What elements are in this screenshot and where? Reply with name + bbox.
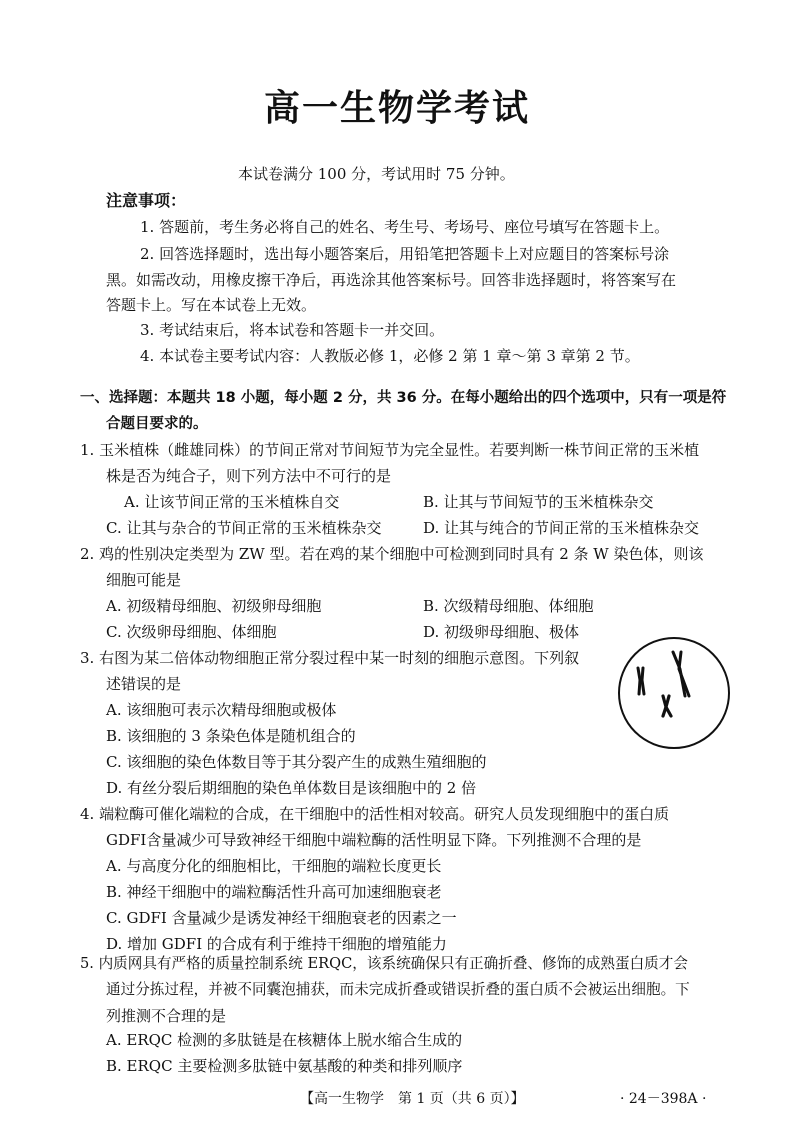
- option-d: D. 有丝分裂后期细胞的染色单体数目是该细胞中的 2 倍: [106, 779, 477, 797]
- option-b: B. ERQC 主要检测多肽链中氨基酸的种类和排列顺序: [106, 1057, 463, 1075]
- question-stem: 株是否为纯合子，则下列方法中不可行的是: [106, 467, 392, 485]
- notice-line: 1. 答题前，考生务必将自己的姓名、考生号、考场号、座位号填写在答题卡上。: [140, 218, 670, 236]
- option-a: A. ERQC 检测的多肽链是在核糖体上脱水缩合生成的: [106, 1031, 463, 1049]
- option-a: A. 与高度分化的细胞相比，干细胞的端粒长度更长: [106, 857, 442, 875]
- chromosome: [638, 668, 644, 694]
- notice-line: 2. 回答选择题时，选出每小题答案后，用铅笔把答题卡上对应题目的答案标号涂: [140, 245, 670, 263]
- question-stem: 述错误的是: [106, 675, 182, 693]
- section-heading: 一、选择题：本题共 18 小题，每小题 2 分，共 36 分。在每小题给出的四个选项中，只有一项是符: [80, 390, 727, 406]
- option-a: A. 该细胞可表示次精母细胞或极体: [106, 701, 337, 719]
- page-title: 高一生物学考试: [263, 88, 530, 129]
- section-heading: 合题目要求的。: [106, 416, 208, 432]
- option-c: C. 次级卵母细胞、体细胞: [106, 623, 277, 641]
- notice-heading: 注意事项：: [106, 191, 187, 210]
- option-b: B. 该细胞的 3 条染色体是随机组合的: [106, 727, 356, 745]
- question-stem: GDFI含量减少可导致神经干细胞中端粒酶的活性明显下降。下列推测不合理的是: [106, 831, 642, 849]
- option-c: C. 让其与杂合的节间正常的玉米植株杂交: [106, 519, 382, 537]
- notice-line: 3. 考试结束后，将本试卷和答题卡一并交回。: [140, 321, 445, 339]
- option-d: D. 让其与纯合的节间正常的玉米植株杂交: [423, 519, 700, 537]
- option-a: A. 让该节间正常的玉米植株自交: [124, 493, 340, 511]
- option-b: B. 让其与节间短节的玉米植株杂交: [423, 493, 654, 511]
- option-b: B. 次级精母细胞、体细胞: [423, 597, 594, 615]
- option-b: B. 神经干细胞中的端粒酶活性升高可加速细胞衰老: [106, 883, 442, 901]
- page-footer: 【高一生物学 第 1 页（共 6 页）】: [300, 1091, 525, 1107]
- question-stem: 4. 端粒酶可催化端粒的合成，在干细胞中的活性相对较高。研究人员发现细胞中的蛋白质: [80, 805, 670, 823]
- cell-diagram: [617, 636, 731, 750]
- question-stem: 1. 玉米植株（雌雄同株）的节间正常对节间短节为完全显性。若要判断一株节间正常的玉米植: [80, 441, 700, 459]
- option-c: C. 该细胞的染色体数目等于其分裂产生的成熟生殖细胞的: [106, 753, 487, 771]
- option-c: C. GDFI 含量减少是诱发神经干细胞衰老的因素之一: [106, 909, 457, 927]
- question-stem: 5. 内质网具有严格的质量控制系统 ERQC，该系统确保只有正确折叠、修饰的成熟蛋白质才会: [80, 955, 688, 972]
- notice-line: 4. 本试卷主要考试内容：人教版必修 1，必修 2 第 1 章～第 3 章第 2 节。: [140, 347, 640, 365]
- question-stem: 细胞可能是: [106, 571, 182, 589]
- option-a: A. 初级精母细胞、初级卵母细胞: [106, 597, 322, 615]
- question-stem: 列推测不合理的是: [106, 1007, 227, 1025]
- notice-line: 答题卡上。写在本试卷上无效。: [106, 296, 317, 314]
- chromosome: [663, 696, 671, 716]
- question-stem: 通过分拣过程，并被不同囊泡捕获，而未完成折叠或错误折叠的蛋白质不会被运出细胞。下: [106, 981, 690, 998]
- intro-text: 本试卷满分 100 分，考试用时 75 分钟。: [238, 165, 515, 183]
- option-d: D. 初级卵母细胞、极体: [423, 623, 580, 641]
- chromosome: [673, 652, 689, 696]
- question-stem: 3. 右图为某二倍体动物细胞正常分裂过程中某一时刻的细胞示意图。下列叙: [80, 649, 580, 667]
- question-stem: 2. 鸡的性别决定类型为 ZW 型。若在鸡的某个细胞中可检测到同时具有 2 条 W 染色体，则该: [80, 545, 704, 563]
- option-d: D. 增加 GDFI 的合成有利于维持干细胞的增殖能力: [106, 935, 447, 953]
- notice-line: 黑。如需改动，用橡皮擦干净后，再选涂其他答案标号。回答非选择题时，将答案写在: [106, 271, 677, 289]
- exam-code: · 24－398A ·: [620, 1091, 707, 1107]
